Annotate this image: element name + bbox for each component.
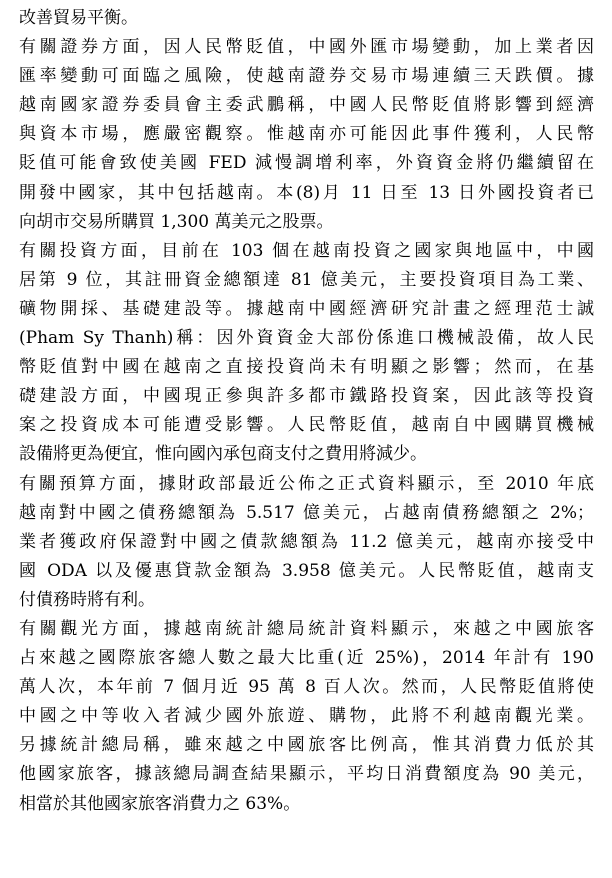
text-line: 另據統計總局稱，雖來越之中國旅客比例高，惟其消費力低於其 bbox=[19, 735, 594, 756]
text-line: 設備將更為便宜，惟向國內承包商支付之費用將減少。 bbox=[19, 444, 427, 465]
text-line: 有關證券方面，因人民幣貶值，中國外匯市場變動，加上業者因 bbox=[19, 37, 594, 58]
text-line: 向胡市交易所購買 1,300 萬美元之股票。 bbox=[19, 211, 334, 232]
text-line: 與資本市場，應嚴密觀察。惟越南亦可能因此事件獲利，人民幣 bbox=[19, 124, 594, 145]
paragraph-investment bbox=[19, 237, 594, 470]
text-line: 幣貶值對中國在越南之直接投資尚未有明顯之影響；然而，在基 bbox=[19, 357, 594, 378]
text-line: 他國家旅客，據該總局調查結果顯示，平均日消費額度為 90 美元， bbox=[19, 764, 594, 785]
text-line: 改善貿易平衡。 bbox=[19, 8, 138, 28]
text-line: 相當於其他國家旅客消費力之 63%。 bbox=[19, 793, 301, 814]
paragraph-tourism bbox=[19, 615, 594, 819]
text-line: 匯率變動可面臨之風險，使越南證券交易市場連續三天跌價。據 bbox=[19, 66, 594, 87]
text-line: 有關觀光方面，據越南統計總局統計資料顯示，來越之中國旅客 bbox=[19, 618, 594, 639]
document-body bbox=[19, 4, 594, 819]
text-line: 居第 9 位，其註冊資金總額達 81 億美元，主要投資項目為工業、 bbox=[19, 269, 594, 290]
text-line: 礎建設方面，中國現正參與許多都市鐵路投資案，因此該等投資 bbox=[19, 386, 594, 407]
text-line: 案之投資成本可能遭受影響。人民幣貶值，越南自中國購買機械 bbox=[19, 415, 594, 436]
text-line: 礦物開採、基礎建設等。據越南中國經濟研究計畫之經理范士誠 bbox=[19, 298, 594, 319]
paragraph-trade-balance bbox=[19, 4, 594, 33]
paragraph-securities bbox=[19, 33, 594, 237]
text-line: 業者獲政府保證對中國之債款總額為 11.2 億美元，越南亦接受中 bbox=[19, 531, 594, 552]
text-line: 國 ODA 以及優惠貸款金額為 3.958 億美元。人民幣貶值，越南支 bbox=[19, 560, 594, 581]
text-line: 占來越之國際旅客總人數之最大比重(近 25%)，2014 年計有 190 bbox=[19, 648, 594, 669]
text-line: 萬人次，本年前 7 個月近 95 萬 8 百人次。然而，人民幣貶值將使 bbox=[19, 677, 594, 698]
text-line: (Pham Sy Thanh)稱：因外資資金大部份係進口機械設備，故人民 bbox=[19, 328, 594, 349]
text-line: 貶值可能會致使美國 FED 減慢調增利率，外資資金將仍繼續留在 bbox=[19, 153, 594, 174]
text-line: 付債務時將有利。 bbox=[19, 589, 155, 610]
text-line: 越南國家證券委員會主委武鵬稱，中國人民幣貶值將影響到經濟 bbox=[19, 95, 594, 116]
text-line: 有關預算方面，據財政部最近公佈之正式資料顯示，至 2010 年底 bbox=[19, 473, 594, 494]
text-line: 越南對中國之債務總額為 5.517 億美元，占越南債務總額之 2%； bbox=[19, 502, 594, 523]
paragraph-budget bbox=[19, 470, 594, 615]
text-line: 開發中國家，其中包括越南。本(8)月 11 日至 13 日外國投資者已 bbox=[19, 182, 594, 203]
text-line: 中國之中等收入者減少國外旅遊、購物，此將不利越南觀光業。 bbox=[19, 706, 594, 727]
text-line: 有關投資方面，目前在 103 個在越南投資之國家與地區中，中國 bbox=[19, 240, 594, 261]
